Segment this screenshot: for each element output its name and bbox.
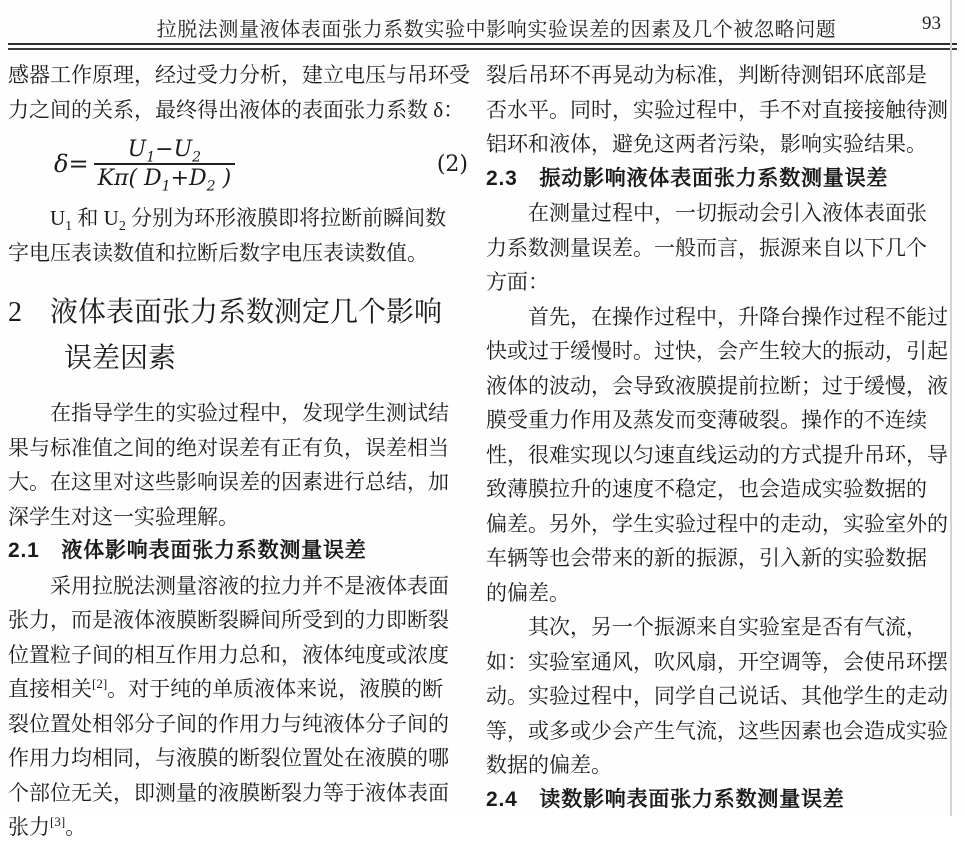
paragraph <box>486 610 950 783</box>
text-line: 数据的偏差。 <box>486 753 612 777</box>
text-line: 2.3 振动影响液体表面张力系数测量误差 <box>486 166 889 190</box>
equation-numerator: $U_1-U_2$ <box>127 137 202 166</box>
text-line: 2 液体表面张力系数测定几个影响 <box>8 297 443 328</box>
paragraph <box>8 569 472 845</box>
text-line: 方面： <box>486 270 549 294</box>
scan-edge-line <box>950 0 952 816</box>
text-line: 如：实验室通风，吹风扇，开空调等，会使吊环摆 <box>486 649 948 674</box>
subsection-heading <box>486 162 950 197</box>
text-line: 位置粒子间的相互作用力总和，液体纯度或浓度 <box>8 642 449 667</box>
paragraph <box>486 300 950 611</box>
subsection-heading <box>8 534 472 569</box>
text-line: 直接相关[2]。对于纯的单质液体来说，液膜的断 <box>8 676 444 701</box>
text-line: 在测量过程中，一切振动会引入液体表面张 <box>486 201 927 225</box>
paragraph <box>486 196 950 300</box>
text-line: 裂位置处相邻分子间的作用力与纯液体分子间的 <box>8 711 449 736</box>
running-title: 拉脱法测量液体表面张力系数实验中影响实验误差的因素及几个被忽略问题 <box>156 19 837 41</box>
text-line: 张力[3]。 <box>8 814 87 839</box>
text-line: 动。实验过程中，同学自己说话、其他学生的走动 <box>486 684 948 708</box>
text-line: 感器工作原理，经过受力分析，建立电压与吊环受 <box>8 63 470 87</box>
text-line: 2.4 读数影响表面张力系数测量误差 <box>486 787 845 811</box>
right-column <box>486 58 950 845</box>
subsection-heading <box>486 783 950 818</box>
text-line: 的偏差。 <box>486 580 570 605</box>
text-line: 膜受重力作用及蒸发而变薄破裂。操作的不连续 <box>486 408 927 432</box>
text-line: 个部位无关，即测量的液膜断裂力等于液体表面 <box>8 780 449 805</box>
paragraph <box>486 58 950 162</box>
text-line: 快或过于缓慢时。过快，会产生较大的振动，引起 <box>486 339 948 363</box>
text-line: 力系数测量误差。一般而言，振源来自以下几个 <box>486 235 927 260</box>
section-heading <box>8 290 472 382</box>
text-line: 力之间的关系，最终得出液体的表面张力系数 δ： <box>8 97 465 122</box>
text-line: 字电压表读数值和拉断后数字电压表读数值。 <box>8 240 428 265</box>
text-line: 其次，另一个振源来自实验室是否有气流， <box>486 615 927 639</box>
equation <box>8 127 472 201</box>
paragraph <box>8 58 472 127</box>
page-header <box>0 0 965 41</box>
equation-lhs: δ= <box>54 150 89 178</box>
header-rule <box>8 43 957 50</box>
text-line: 张力，而是液体液膜断裂瞬间所受到的力即断裂 <box>8 608 449 632</box>
text-line: 偏差。另外，学生实验过程中的走动，实验室外的 <box>486 511 948 536</box>
text-line: 大。在这里对这些影响误差的因素进行总结，加 <box>8 470 449 494</box>
text-line: 作用力均相同，与液膜的断裂位置处在液膜的哪 <box>8 746 449 770</box>
left-column <box>8 58 472 845</box>
text-line: 否水平。同时，实验过程中，手不对直接接触待测 <box>486 97 948 122</box>
text-line: 铝环和液体，避免这两者污染，影响实验结果。 <box>486 132 927 156</box>
equation-denominator: Kπ( $D_1+D_2$ ) <box>94 163 236 191</box>
text-line: 深学生对这一实验理解。 <box>8 504 239 529</box>
text-line: 车辆等也会带来的新的振源，引入新的实验数据 <box>486 546 927 570</box>
text-line: 裂后吊环不再晃动为标准，判断待测铝环底部是 <box>486 63 927 87</box>
paragraph <box>8 396 472 534</box>
text-line: 果与标准值之间的绝对误差有正有负，误差相当 <box>8 435 449 460</box>
text-line: 采用拉脱法测量溶液的拉力并不是液体表面 <box>8 573 449 598</box>
text-line: 首先，在操作过程中，升降台操作过程不能过 <box>486 304 948 329</box>
equation-fraction <box>94 137 236 195</box>
text-line: 性，很难实现以匀速直线运动的方式提升吊环，导 <box>486 442 948 467</box>
text-line: 液体的波动，会导致液膜提前拉断；过于缓慢，液 <box>486 373 948 398</box>
paragraph <box>8 201 472 270</box>
equation-number: (2) <box>436 151 468 177</box>
page-number: 93 <box>922 13 941 34</box>
two-column-body <box>0 50 965 845</box>
text-line: 误差因素 <box>8 343 177 374</box>
text-line: 等，或多或少会产生气流，这些因素也会造成实验 <box>486 718 948 743</box>
text-line: $U_1$ 和 $U_2$ 分别为环形液膜即将拉断前瞬间数 <box>8 206 447 235</box>
text-line: 在指导学生的实验过程中，发现学生测试结 <box>8 401 449 425</box>
text-line: 致薄膜拉升的速度不稳定，也会造成实验数据的 <box>486 477 927 501</box>
text-line: 2.1 液体影响表面张力系数测量误差 <box>8 539 367 562</box>
